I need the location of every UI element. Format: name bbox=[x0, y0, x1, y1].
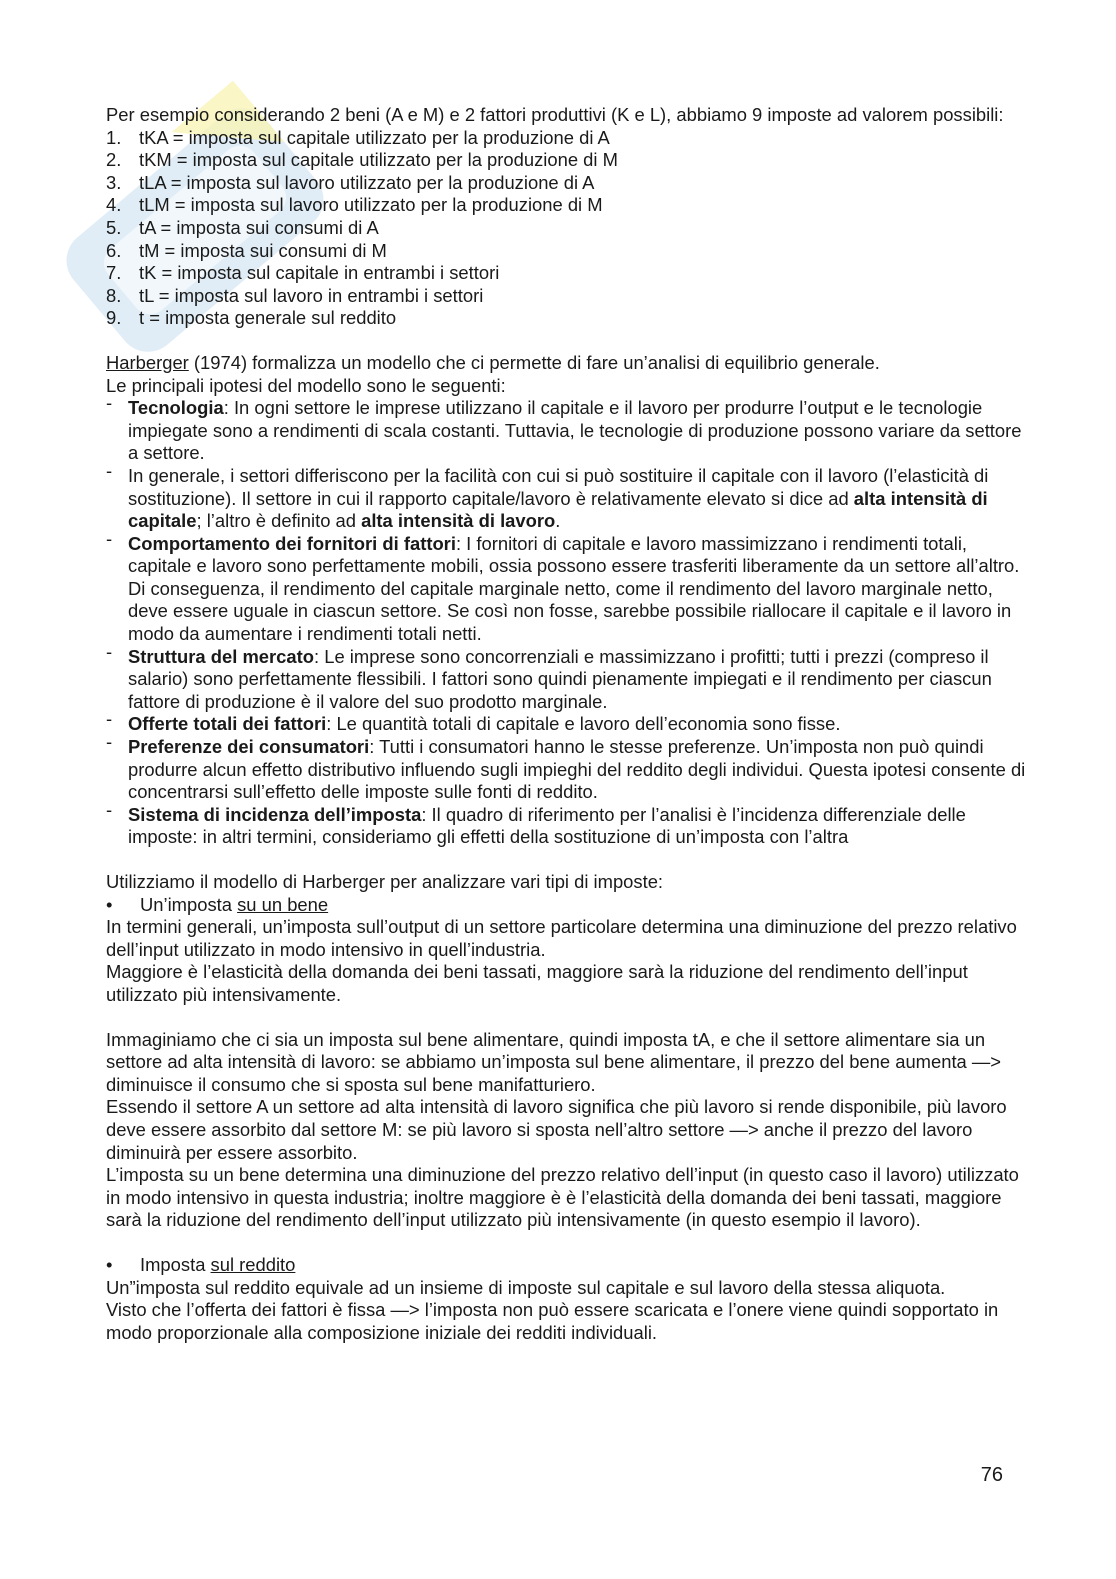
example-paragraph: Immaginiamo che ci sia un imposta sul bene alimentare, quindi imposta tA, e che il settore alimentare sia un settore ad alta intensità di lavoro: se abbiamo un’imposta sul bene alimentare, il prezzo del bene aumenta —> diminuisce il consumo che si sposta sul bene manifatturiero. bbox=[106, 1028, 1002, 1095]
goods-tax-link[interactable]: su un bene bbox=[237, 893, 329, 915]
list-item: - Struttura del mercato: Le imprese sono concorrenziali e massimizzano i profitti; tutti i prezzi (compreso il salario) sono perfettamente flessibili. I fattori sono quindi pienamente impiegati e il rendimento per ciascun fattore di produzione è il valore del suo prodotto marginale. bbox=[106, 640, 992, 712]
document-page bbox=[106, 104, 1026, 1344]
list-item: 3. tLA = imposta sul lavoro utilizzato per la produzione di A bbox=[106, 171, 595, 193]
goods-tax-paragraph: Maggiore è l’elasticità della domanda dei beni tassati, maggiore sarà la riduzione del rendimento dell’input utilizzato più intensivamente. bbox=[106, 961, 968, 1005]
example-paragraph: L’imposta su un bene determina una diminuzione del prezzo relativo dell’input (in questo caso il lavoro) utilizzato in modo intensivo in questa industria; inoltre maggiore è è l’elasticità della domanda dei beni tassati, maggiore sarà la riduzione del rendimento dell’input utilizzato più intensivamente (in questo esempio il lavoro). bbox=[106, 1164, 1019, 1231]
list-item: 8. tL = imposta sul lavoro in entrambi i settori bbox=[106, 284, 484, 306]
income-tax-link[interactable]: sul reddito bbox=[210, 1253, 296, 1275]
hypotheses-intro: Le principali ipotesi del modello sono le seguenti: bbox=[106, 374, 506, 396]
harberger-intro: Harberger (1974) formalizza un modello che ci permette di fare un’analisi di equilibrio generale. bbox=[106, 351, 880, 373]
list-item: 1. tKA = imposta sul capitale utilizzato per la produzione di A bbox=[106, 126, 610, 148]
list-item: 6. tM = imposta sui consumi di M bbox=[106, 239, 387, 261]
usage-intro: Utilizziamo il modello di Harberger per analizzare vari tipi di imposte: bbox=[106, 871, 664, 892]
hypotheses-list bbox=[106, 392, 1026, 849]
income-tax-paragraph: Visto che l’offerta dei fattori è fissa —> l’imposta non può essere scaricata e l’onere viene quindi sopportato in modo proporzionale alla composizione iniziale dei redditi individuali. bbox=[106, 1299, 999, 1343]
list-item: - In generale, i settori differiscono per la facilità con cui si può sostituire il capitale con il lavoro (l’elasticità di sostituzione). Il settore in cui il rapporto capitale/lavoro è relativamente elevato si dice ad alta intensità di capitale; l’altro è definito ad alta intensità di lavoro. bbox=[106, 459, 989, 532]
list-item: - Preferenze dei consumatori: Tutti i consumatori hanno le stesse preferenze. Un’imposta non può quindi produrre alcun effetto distributivo influendo sugli impieghi del reddito degli individui. Questa ipotesi consente di concentrarsi sull’effetto delle imposte sulle fonti di reddito. bbox=[106, 731, 1026, 803]
list-item: - Comportamento dei fornitori di fattori: I fornitori di capitale e lavoro massimizzano i rendimenti totali, capitale e lavoro sono perfettamente mobili, ossia possono essere trasferiti liberamente da un settore all’altro. Di conseguenza, il rendimento del capitale marginale netto, come il rendimento del lavoro marginale netto, deve essere uguale in ciascun settore. Se così non fosse, sarebbe possibile riallocare il capitale e il lavoro in modo da aumentare i rendimenti totali netti. bbox=[106, 527, 1020, 645]
list-item: 7. tK = imposta sul capitale in entrambi i settori bbox=[106, 262, 500, 284]
tax-list bbox=[106, 127, 1026, 330]
goods-tax-heading: • Un’imposta su un bene bbox=[106, 893, 329, 915]
list-item: 9. t = imposta generale sul reddito bbox=[106, 307, 397, 329]
income-tax-paragraph: Un”imposta sul reddito equivale ad un insieme di imposte sul capitale e sul lavoro della stessa aliquota. bbox=[106, 1276, 946, 1298]
list-item: - Sistema di incidenza dell’imposta: Il quadro di riferimento per l’analisi è l’incidenza differenziale delle imposte: in altri termini, consideriamo gli effetti della sostituzione di un’imposta con l’altra bbox=[106, 798, 966, 848]
list-item: 4. tLM = imposta sul lavoro utilizzato per la produzione di M bbox=[106, 194, 603, 216]
income-tax-heading: • Imposta sul reddito bbox=[106, 1253, 296, 1275]
page-number: 76 bbox=[980, 1464, 1003, 1486]
goods-tax-paragraph: In termini generali, un’imposta sull’output di un settore particolare determina una diminuzione del prezzo relativo dell’input utilizzato in modo intensivo in quell’industria. bbox=[106, 916, 1017, 960]
harberger-link[interactable]: Harberger bbox=[106, 351, 189, 373]
list-item: 2. tKM = imposta sul capitale utilizzato per la produzione di M bbox=[106, 149, 618, 171]
list-item: - Tecnologia: In ogni settore le imprese utilizzano il capitale e il lavoro per produrre l’output e le tecnologie impiegate sono a rendimenti di scala costanti. Tuttavia, le tecnologie di produzione possono variare da settore a settore. bbox=[106, 392, 1022, 464]
list-item: - Offerte totali dei fattori: Le quantità totali di capitale e lavoro dell’economia sono fisse. bbox=[106, 708, 841, 735]
intro-paragraph: Per esempio considerando 2 beni (A e M) e 2 fattori produttivi (K e L), abbiamo 9 imposte ad valorem possibili: bbox=[106, 104, 1004, 125]
list-item: 5. tA = imposta sui consumi di A bbox=[106, 216, 379, 238]
example-paragraph: Essendo il settore A un settore ad alta intensità di lavoro significa che più lavoro si rende disponibile, più lavoro deve essere assorbito dal settore M: se più lavoro si sposta nell’altro settore —> anche il prezzo del lavoro diminuirà per essere assorbito. bbox=[106, 1096, 1007, 1163]
